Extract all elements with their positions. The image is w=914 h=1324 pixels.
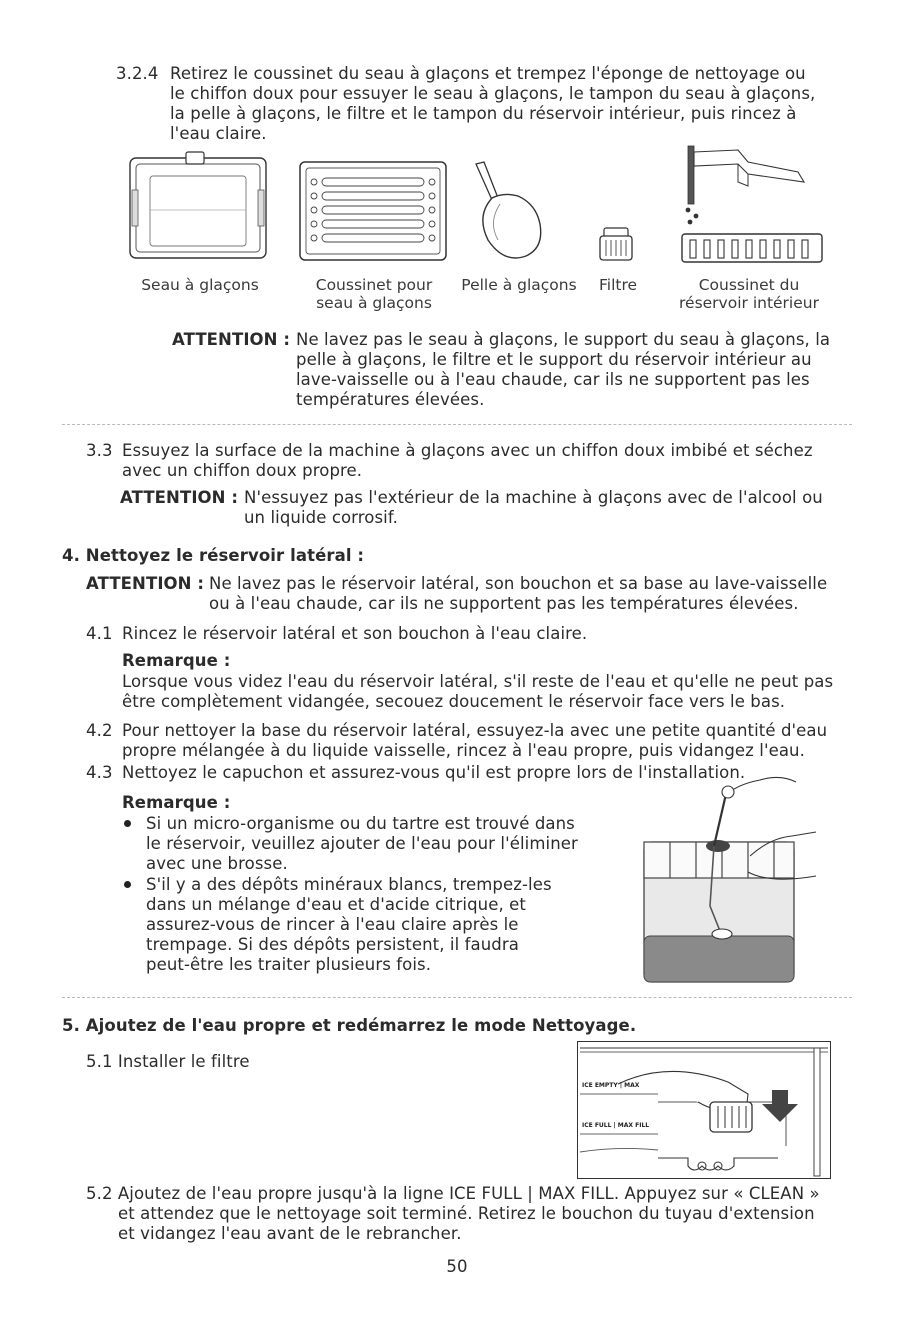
remark-text-line: être complètement vidangée, secouez doucement le réservoir face vers le bas. [122,692,786,711]
filter-install-illustration [578,1042,830,1178]
step-number: 3.3 [86,441,113,460]
caption-bucket-pad-line2: seau à glaçons [316,294,432,312]
step-text-line: la pelle à glaçons, le filtre et le tampon du réservoir intérieur, puis rincez à [170,104,797,123]
step-text-line: Retirez le coussinet du seau à glaçons et trempez l'éponge de nettoyage ou [170,64,806,83]
ice-empty-label: ICE EMPTY | MAX [582,1082,640,1089]
ice-scoop-illustration [470,160,550,264]
attention-text-line: températures élevées. [296,390,485,409]
bullet-text-line: avec une brosse. [146,854,288,873]
step-text-line: propre mélangée à du liquide vaisselle, rincez à l'eau propre, puis vidangez l'eau. [122,741,805,760]
step-text-line: et vidangez l'eau avant de le rebrancher. [118,1224,462,1243]
bucket-pad-illustration [298,160,448,262]
remark-label: Remarque : [122,651,231,670]
bullet-text-line: assurez-vous de rincer à l'eau claire après le [146,915,519,934]
dashed-divider [62,424,852,425]
attention-text-line: pelle à glaçons, le filtre et le support du réservoir intérieur au [296,350,812,369]
step-text-line: avec un chiffon doux propre. [122,461,363,480]
section-heading: 5. Ajoutez de l'eau propre et redémarrez le mode Nettoyage. [62,1016,637,1035]
ice-bucket-illustration [128,150,268,262]
step-text-line: et attendez que le nettoyage soit terminé. Retirez le bouchon du tuyau d'extension [118,1204,815,1223]
attention-text-line: un liquide corrosif. [244,508,398,527]
bullet-text-line: dans un mélange d'eau et d'acide citrique, et [146,895,526,914]
step-text-line: 5.2 Ajoutez de l'eau propre jusqu'à la ligne ICE FULL | MAX FILL. Appuyez sur « CLEAN » [86,1184,820,1203]
caption-inner-pad-line1: Coussinet du [698,276,800,294]
attention-label: ATTENTION : [172,330,291,349]
attention-text-line: Ne lavez pas le réservoir latéral, son bouchon et sa base au lave-vaisselle [209,574,828,593]
step-number: 4.3 [86,763,113,782]
attention-label: ATTENTION : [86,574,205,593]
step-number: 4.1 [86,624,113,643]
attention-text-line: Ne lavez pas le seau à glaçons, le support du seau à glaçons, la [296,330,831,349]
dashed-divider [62,997,852,998]
step-number: 4.2 [86,721,113,740]
bullet-text-line: S'il y a des dépôts minéraux blancs, trempez-les [146,875,552,894]
ice-full-label: ICE FULL | MAX FILL [582,1122,650,1129]
page-number: 50 [446,1257,468,1276]
step-text: 5.1 Installer le filtre [86,1052,250,1071]
step-text-line: l'eau claire. [170,124,267,143]
bullet-text-line: peut-être les traiter plusieurs fois. [146,955,432,974]
bullet-dot [124,881,131,888]
caption-ice-scoop: Pelle à glaçons [461,276,577,294]
caption-bucket-pad-line1: Coussinet pour [315,276,433,294]
step-text: Rincez le réservoir latéral et son bouchon à l'eau claire. [122,624,588,643]
caption-inner-pad-line2: réservoir intérieur [679,294,819,312]
section-heading: 4. Nettoyez le réservoir latéral : [62,546,365,565]
remark-text-line: Lorsque vous videz l'eau du réservoir latéral, s'il reste de l'eau et qu'elle ne peut pas [122,672,834,691]
step-text-line: le chiffon doux pour essuyer le seau à glaçons, le tampon du seau à glaçons, [170,84,816,103]
bullet-text-line: le réservoir, veuillez ajouter de l'eau pour l'éliminer [146,834,578,853]
attention-text-line: ou à l'eau chaude, car ils ne supportent pas les températures élevées. [209,594,799,613]
inner-reservoir-pad-illustration [678,142,828,266]
attention-text-line: lave-vaisselle ou à l'eau chaude, car ils ne supportent pas les [296,370,810,389]
filter-illustration [596,226,636,264]
step-text-line: Essuyez la surface de la machine à glaçons avec un chiffon doux imbibé et séchez [122,441,813,460]
attention-label: ATTENTION : [120,488,239,507]
filter-install-figure [577,1041,831,1179]
step-text: Nettoyez le capuchon et assurez-vous qu'il est propre lors de l'installation. [122,763,746,782]
step-text-line: Pour nettoyer la base du réservoir latéral, essuyez-la avec une petite quantité d'eau [122,721,828,740]
bullet-text-line: trempage. Si des dépôts persistent, il faudra [146,935,519,954]
bullet-dot [124,820,131,827]
caption-filter: Filtre [598,276,638,294]
remark-label: Remarque : [122,793,231,812]
step-number: 3.2.4 [116,64,159,83]
bullet-text-line: Si un micro-organisme ou du tartre est trouvé dans [146,814,575,833]
attention-text-line: N'essuyez pas l'extérieur de la machine à glaçons avec de l'alcool ou [244,488,823,507]
side-reservoir-brush-illustration [630,776,830,986]
caption-ice-bucket: Seau à glaçons [141,276,259,294]
